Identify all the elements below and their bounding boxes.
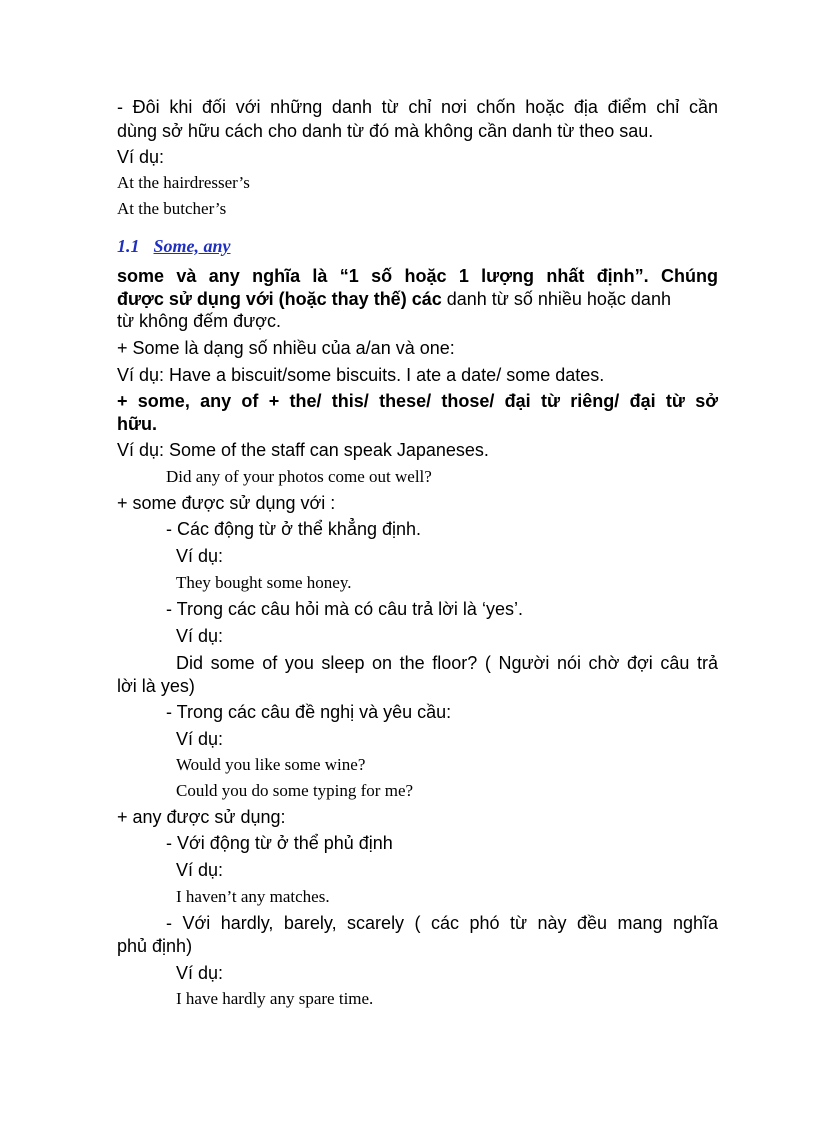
some-usage-item-title: - Trong các câu đề nghị và yêu cầu:: [166, 702, 452, 722]
any-usage-item-title: - Với động từ ở thể phủ định: [166, 833, 393, 853]
some-usage-heading: + some được sử dụng với :: [117, 493, 336, 513]
intro-line-2: dùng sở hữu cách cho danh từ đó mà không cần danh từ theo sau.: [117, 121, 654, 141]
example-label: Ví dụ:: [176, 963, 224, 983]
example-sentence: Could you do some typing for me?: [176, 781, 414, 800]
rule-of-example-2: Did any of your photos come out well?: [166, 467, 432, 486]
rule-of-line-2: hữu.: [117, 414, 158, 434]
any-usage-item-title-continued: phủ định): [117, 936, 193, 956]
example-sentence: Would you like some wine?: [176, 755, 366, 774]
rule-of-example-1: Ví dụ: Some of the staff can speak Japaneses.: [117, 440, 489, 460]
example-sentence-continued: lời là yes): [117, 676, 195, 696]
rule-of-line-1: + some, any of + the/ this/ these/ those/ đại từ riêng/ đại từ sở: [117, 391, 718, 411]
definition-line-3: từ không đếm được.: [117, 311, 281, 331]
rule-plural-text: + Some là dạng số nhiều của a/an và one:: [117, 338, 455, 358]
section-number: 1.1: [117, 236, 140, 256]
example-label: Ví dụ:: [176, 626, 224, 646]
example-label: Ví dụ:: [117, 147, 165, 167]
section-title-link[interactable]: Some, any: [153, 236, 231, 256]
definition-regular-text: danh từ số nhiều hoặc danh: [441, 289, 671, 309]
some-usage-item-title: - Trong các câu hỏi mà có câu trả lời là ‘yes’.: [166, 599, 523, 619]
definition-bold-text: được sử dụng với (hoặc thay thế) các: [117, 289, 442, 309]
rule-plural-example: Ví dụ: Have a biscuit/some biscuits. I ate a date/ some dates.: [117, 365, 605, 385]
definition-line-2: [117, 288, 671, 310]
intro-line-1: - Đôi khi đối với những danh từ chỉ nơi chốn hoặc địa điểm chỉ cần: [117, 97, 718, 117]
example-sentence: At the hairdresser’s: [117, 173, 250, 192]
any-usage-item-title: - Với hardly, barely, scarely ( các phó từ này đều mang nghĩa: [166, 913, 718, 933]
example-label: Ví dụ:: [176, 860, 224, 880]
section-heading: [117, 235, 231, 257]
example-label: Ví dụ:: [176, 729, 224, 749]
example-sentence: I haven’t any matches.: [176, 887, 330, 906]
any-usage-heading: + any được sử dụng:: [117, 807, 286, 827]
example-sentence: I have hardly any spare time.: [176, 989, 374, 1008]
example-sentence: They bought some honey.: [176, 573, 352, 592]
some-usage-item-title: - Các động từ ở thể khẳng định.: [166, 519, 422, 539]
example-label: Ví dụ:: [176, 546, 224, 566]
example-sentence: At the butcher’s: [117, 199, 227, 218]
example-sentence: Did some of you sleep on the floor? ( Người nói chờ đợi câu trả: [176, 653, 718, 673]
definition-line-1: some và any nghĩa là “1 số hoặc 1 lượng nhất định”. Chúng: [117, 266, 718, 286]
